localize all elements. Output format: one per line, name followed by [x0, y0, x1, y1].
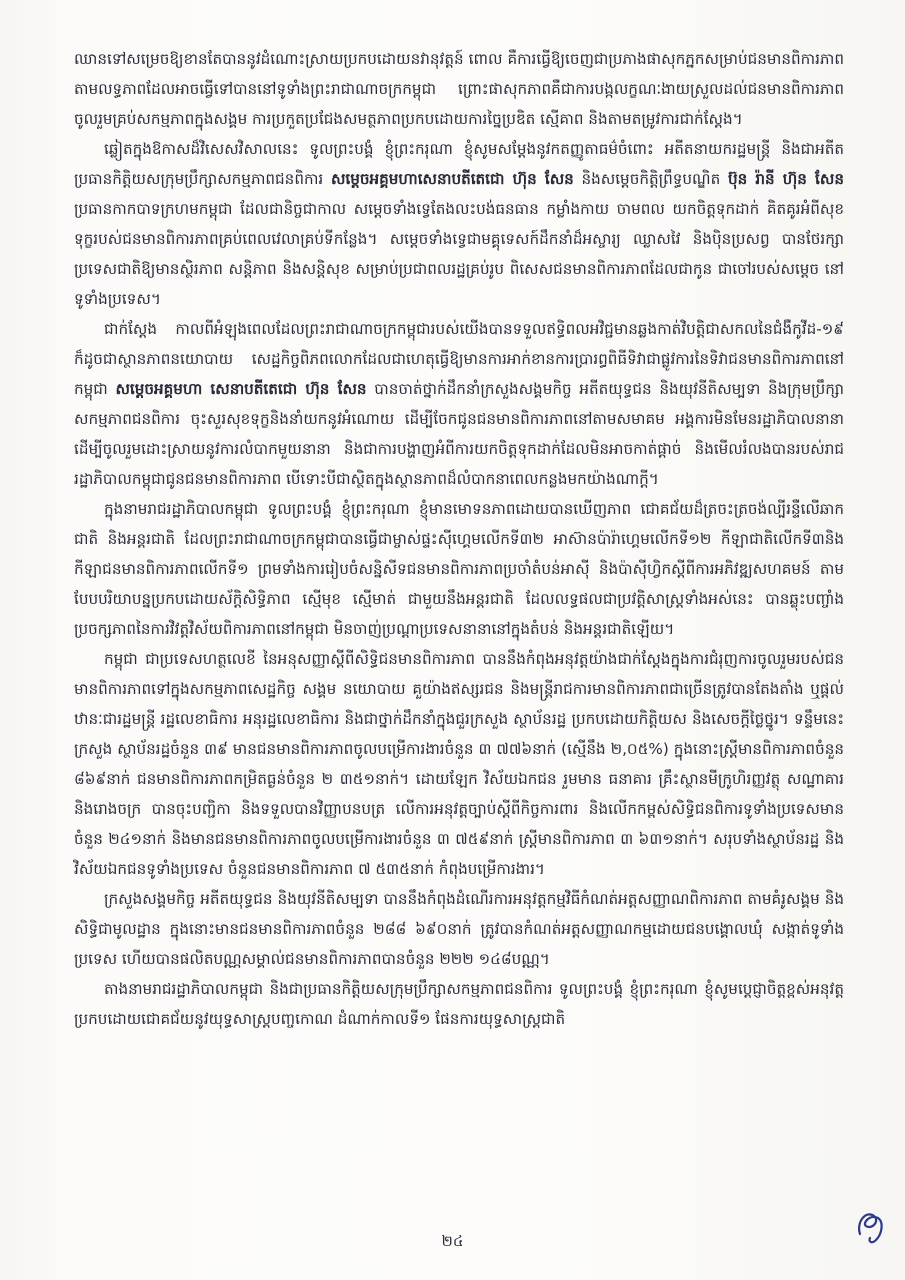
paragraph-text: ប្រធានកាកបាទក្រហមកម្ពុជា ដែលជានិច្ចជាកាល សម្តេចទាំងទ្វេតែងលះបង់ធនធាន កម្លាំងកាយ ចាមពល យកចិត្តទុកដាក់ គិតគូរអំពីសុខទុក្ខរបស់ជនមានពិការភាពគ្រប់ពេលវេលាគ្រប់ទីកន្លែង។ សម្តេចទាំងទ្វេជាមគ្គុទេសក៍ដឹកនាំដ៏អស្ចារ្យ ឈ្លាសវៃ និងប៉ិនប្រសព្វ បានថែរក្សាប្រទេសជាតិឱ្យមានស្ថិរភាព សន្តិភាព និងសន្តិសុខ សម្រាប់ប្រជាពលរដ្ឋគ្រប់រូប ពិសេសជនមានពិការភាពដែលជាកូន ជាចៅរបស់សម្តេច នៅទូទាំងប្រទេស។ [74, 200, 844, 308]
paragraph-text: ឈានទៅសម្រេចឱ្យខានតែបាននូវដំណោះស្រាយប្រកបដោយនវានុវត្តន៍ ពោល គឺការធ្វើឱ្យចេញជាប្រភាងផាសុកភ្នកសម្រាប់ជនមានពិការភាពតាមលទ្ធភាពដែលអាចធ្វើទៅបាននៅទូទាំងព្រះរាជាណាចក្រកម្ពុជា ព្រោះផាសុកភាពគឺជាការបង្កលក្ខណៈងាយស្រួលដល់ជនមានពិការភាពចូលរួមគ្រប់សកម្មភាពក្នុងសង្គម ការប្រកួតប្រជែងសមត្ថភាពប្រកបដោយការច្នៃប្រឌិត ស្មើគាព និងតាមតម្រូវការជាក់ស្តែង។ [74, 50, 844, 128]
bold-name-text: សម្តេចអគ្គមហា សេនាបតីតេជោ ហ៊ុន សែន [115, 380, 367, 398]
paragraph-text: ឆ្លៀតក្នុងឱកាសដ៏វិសេសវិសាលនេះ ទូលព្រះបង្គំ ខ្ញុំព្រះករុណា ខ្ញុំសូមសម្តែងនូវកតញ្ញូតាធម៌ចំពោះ អតីតនាយករដ្ឋមន្ត្រី និងជាអតីតប្រធានកិត្តិយសក្រុមប្រឹក្សាសកម្មភាពជនពិការ [74, 140, 844, 188]
paragraph [74, 884, 844, 974]
paragraph [74, 974, 844, 1034]
bold-name-text: សម្តេចអគ្គមហាសេនាបតីតេជោ ហ៊ុន សែន [330, 170, 574, 188]
document-body [74, 44, 844, 1034]
paragraph [74, 644, 844, 884]
paragraph-text: ជាក់ស្តែង កាលពីអំឡុងពេលដែលព្រះរាជាណាចក្រកម្ពុជារបស់យើងបានទទួលឥទ្ធិពលអវិជ្ជមានឆ្លងកាត់វិបត្តិជាសកលនៃជំងឺកូវីដ-១៩ ក៏ដូចជាស្ថានភាពនយោបាយ សេដ្ឋកិច្ចពិភពលោកដែលជាហេតុធ្វើឱ្យមានការអាក់ខានការប្រារព្ធពិធីទិវាជាផ្លូវការនៃទិវាជនមានពិការភាពនៅកម្ពុជា [74, 320, 844, 398]
paragraph-text: តាងនាមរាជរដ្ឋាភិបាលកម្ពុជា និងជាប្រធានកិត្តិយសក្រុមប្រឹក្សាសកម្មភាពជនពិការ ទូលព្រះបង្គំ ខ្ញុំព្រះករុណា ខ្ញុំសូមប្តេជ្ញាចិត្តខ្ពស់អនុវត្តប្រកបដោយជោគជ័យនូវយុទ្ធសាស្ត្របញ្ចកោណ ដំណាក់កាលទី១ ផែនការយុទ្ធសាស្ត្រជាតិ [74, 980, 844, 1028]
paragraph [74, 44, 844, 134]
page-number: ២៤ [441, 1232, 464, 1250]
paragraph-text: និងសម្តេចកិត្តិព្រឹទ្ធបណ្ឌិត [573, 170, 728, 188]
paragraph [74, 494, 844, 644]
paragraph-text: កម្ពុជា ជាប្រទេសហត្ថលេខី នៃអនុសញ្ញាស្តីពីសិទ្ធិជនមានពិការភាព បាននឹងកំពុងអនុវត្តយ៉ាងជាក់ស្តែងក្នុងការជំរុញការចូលរួមរបស់ជនមានពិការភាពទៅក្នុងសកម្មភាពសេដ្ឋកិច្ច សង្គម នយោបាយ គួយ៉ាងឥស្សរជន និងមន្ត្រីរាជការមានពិការភាពជាច្រើនត្រូវបានតែងតាំង ឬផ្តល់ឋានៈជារដ្ឋមន្ត្រី រដ្ឋលេខាធិការ អនុរដ្ឋលេខាធិការ និងជាថ្នាក់ដឹកនាំក្នុងជួរក្រសួង ស្ថាប័នរដ្ឋ ប្រកបដោយកិត្តិយស និងសេចក្តីថ្លៃថ្នូរ។ ទន្ទឹមនេះ ក្រសួង ស្ថាប័នរដ្ឋចំនួន ៣៩ មានជនមានពិការភាពចូលបម្រើការងារចំនួន ៣ ៧៧៦នាក់ (ស្មើនឹង ២,០៥%) ក្នុងនោះស្ត្រីមានពិការភាពចំនួន ៨៦៩នាក់ ជនមានពិការភាពកម្រិតធ្ងន់ចំនួន ២ ៣៥១នាក់។ ដោយឡែក វិស័យឯកជន រួមមាន ធនាគារ គ្រឹះស្ថានមីក្រូហិរញ្ញវត្ថុ សណ្ឋាគារ និងរោងចក្រ បានចុះបញ្ជិកា និងទទួលបានវិញ្ញាបនបត្រ លើការអនុវត្តច្បាប់ស្តីពីកិច្ចការពារ និងលើកកម្ពស់សិទ្ធិជនពិការទូទាំងប្រទេសមានចំនួន ២៤១នាក់ និងមានជនមានពិការភាពចូលបម្រើការងារចំនួន ៣ ៧៥៩នាក់ ស្ត្រីមានពិការភាព ៣ ៦៣១នាក់។ សរុបទាំងស្ថាប័នរដ្ឋ និងវិស័យឯកជនទូទាំងប្រទេស ចំនួនជនមានពិការភាព ៧ ៥៣៥នាក់ កំពុងបម្រើការងារ។ [74, 650, 844, 878]
paragraph-text: បានចាត់ថ្នាក់ដឹកនាំក្រសួងសង្គមកិច្ច អតីតយុទ្ធជន និងយុវនីតិសម្បទា និងក្រុមប្រឹក្សាសកម្មភាពជនពិការ ចុះសួរសុខទុក្ខនិងនាំយកនូវអំណោយ ដើម្បីចែកជូនជនមានពិការភាពនៅតាមសមាគម អង្គការមិនមែនរដ្ឋាភិបាលនានា ដើម្បីចូលរួមដោះស្រាយនូវការលំបាកមួយនានា និងជាការបង្ហាញអំពីការយកចិត្តទុកដាក់ដែលមិនអាចកាត់ផ្តាច់ និងមើលរំលងបានរបស់រាជរដ្ឋាភិបាលកម្ពុជាជូនជនមានពិការភាព បើទោះបីជាស្ថិតក្នុងស្ថានភាពដ៏លំបាកនាពេលកន្លងមកយ៉ាងណាក្តី។ [74, 380, 845, 488]
paragraph-text: ក្រសួងសង្គមកិច្ច អតីតយុទ្ធជន និងយុវនីតិសម្បទា បាននឹងកំពុងដំណើរការអនុវត្តកម្មវិធីកំណត់អត្តសញ្ញាណពិការភាព តាមគំរូសង្គម និងសិទ្ធិជាមូលដ្ឋាន ក្នុងនោះមានជនមានពិការភាពចំនួន ២៨៨ ៦៩០នាក់ ត្រូវបានកំណត់អត្តសញ្ញាណកម្មដោយជនបង្គោលឃុំ សង្កាត់ទូទាំងប្រទេស ហើយបានផលិតបណ្ណសម្គាល់ជនមានពិការភាពបានចំនួន ២២២ ១៤៨បណ្ណ។ [74, 890, 844, 968]
paragraph-text: ក្នុងនាមរាជរដ្ឋាភិបាលកម្ពុជា ទូលព្រះបង្គំ ខ្ញុំព្រះករុណា ខ្ញុំមានមោទនភាពដោយបានឃើញភាព ជោគជ័យដ៏ត្រចះត្រចង់ល្បីរន្ទឺលើឆាកជាតិ និងអន្តរជាតិ ដែលព្រះរាជាណាចក្រកម្ពុជាបានធ្វើជាម្ចាស់ផ្ទះស៊ីហ្គេមលើកទី៣២ អាស៊ានប៉ារ៉ាហ្គេមលើកទី១២ កីឡាជាតិលើកទី៣និងកីឡាជនមានពិការភាពលើកទី១ ព្រមទាំងការរៀបចំសន្និសីទជនមានពិការភាពប្រចាំតំបន់អាស៊ី និងប៉ាស៊ីហ្វិកស្តីពីការអភិវឌ្ឍសហគមន៍ តាមបែបបរិយាបន្នប្រកបដោយស័ក្តិសិទ្ធិភាព ស្មើមុខ ស្មើមាត់ ជាមួយនឹងអន្តរជាតិ ដែលលទ្ធផលជាប្រវត្តិសាស្ត្រទាំងអស់នេះ បានឆ្លុះបញ្ចាំងប្រចក្សភាពនៃការវិវត្តវិស័យពិការភាពនៅកម្ពុជា មិនចាញ់ប្រណ្តាប្រទេសនានានៅក្នុងតំបន់ និងអន្តរជាតិឡើយ។ [74, 500, 844, 638]
paragraph [74, 134, 844, 314]
handwritten-initial-icon [852, 1204, 888, 1248]
paragraph [74, 314, 844, 494]
bold-name-text: ប៊ុន រ៉ានី ហ៊ុន សែន [727, 170, 844, 188]
